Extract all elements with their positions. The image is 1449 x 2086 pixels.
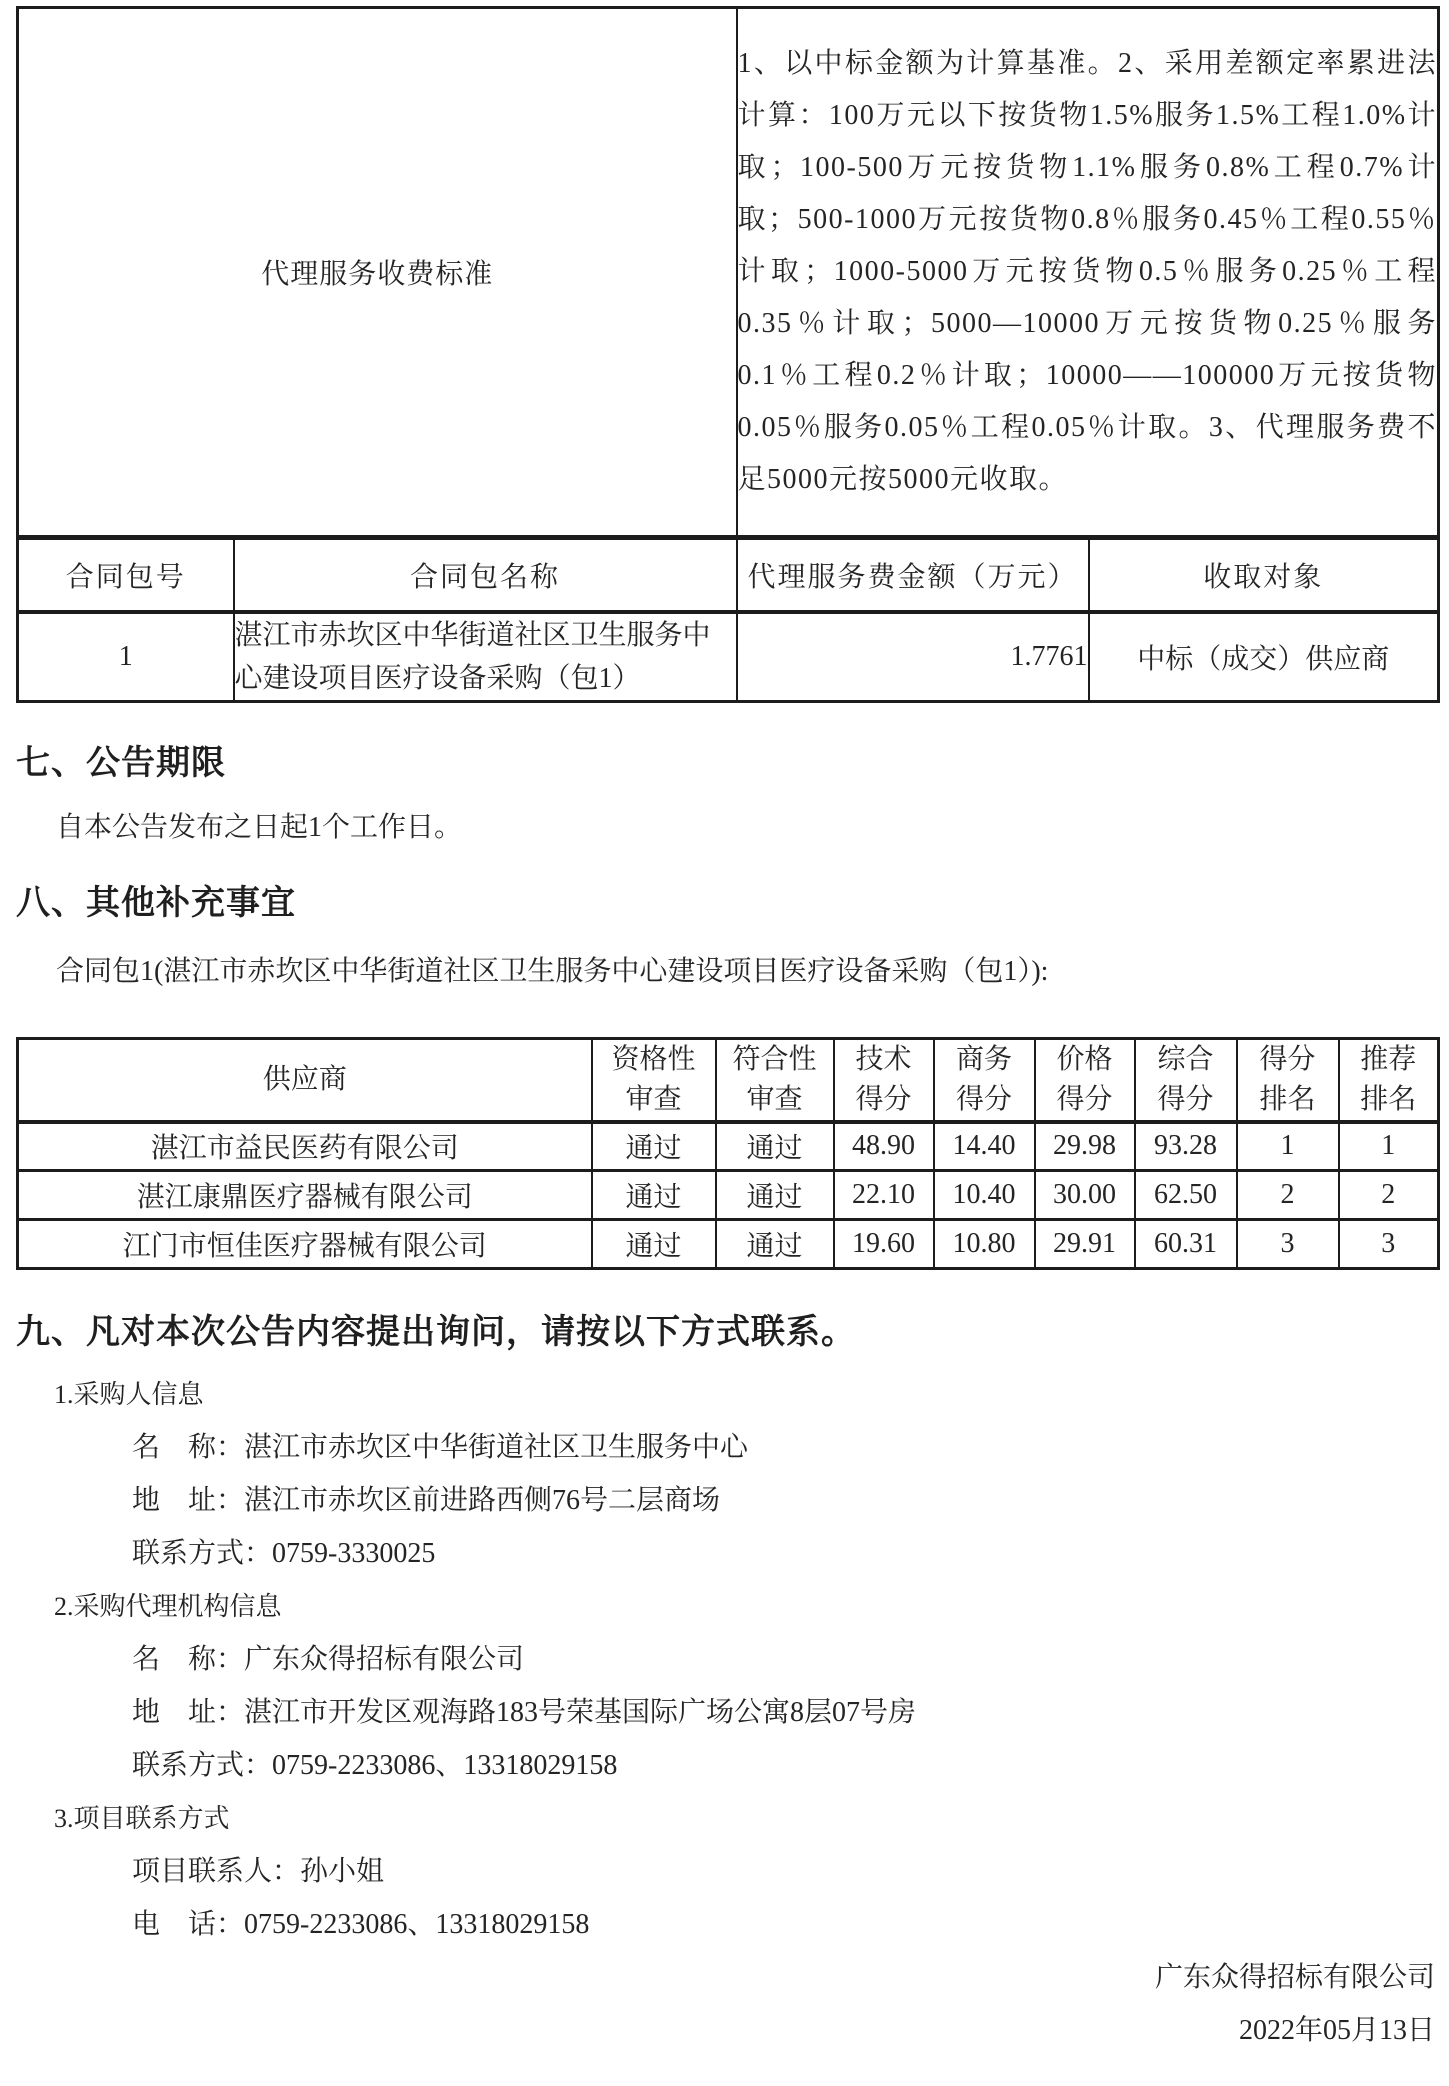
header-line: 得分 [1157, 1083, 1214, 1115]
payer-cell: 中标（成交）供应商 [1089, 612, 1439, 702]
signature-company: 广东众得招标有限公司 [1154, 1962, 1435, 1993]
package-no-cell: 1 [18, 612, 234, 702]
purchaser-info-heading: 1.采购人信息 [54, 1380, 204, 1409]
project-phone-line: 电 话：0759-2233086、13318029158 [132, 1909, 590, 1940]
supplement-intro-text: 合同包1(湛江市赤坎区中华街道社区卫生服务中心建设项目医疗设备采购（包1）): [56, 955, 1049, 987]
table-row [18, 1220, 1439, 1269]
qualification-cell: 通过 [592, 1122, 716, 1171]
package-name-header-cell: 合同包名称 [234, 538, 737, 612]
conformity-review-header-cell [716, 1038, 834, 1122]
agency-fee-table [16, 6, 1440, 703]
recommend-rank-cell: 3 [1339, 1220, 1439, 1269]
price-score-cell: 30.00 [1035, 1171, 1135, 1220]
total-score-cell: 93.28 [1135, 1122, 1237, 1171]
agency-phone-line: 联系方式：0759-2233086、13318029158 [132, 1750, 618, 1781]
price-score-cell: 29.91 [1035, 1220, 1135, 1269]
conformity-cell: 通过 [716, 1220, 834, 1269]
section-nine-title: 九、凡对本次公告内容提出询问，请按以下方式联系。 [16, 1314, 856, 1351]
table-row [18, 8, 1439, 538]
business-score-cell: 14.40 [934, 1122, 1035, 1171]
table-row [18, 1171, 1439, 1220]
score-rank-header-cell [1237, 1038, 1339, 1122]
qualification-cell: 通过 [592, 1171, 716, 1220]
supplier-name-cell: 湛江康鼎医疗器械有限公司 [18, 1171, 592, 1220]
price-score-header-cell [1035, 1038, 1135, 1122]
header-line: 得分 [1056, 1083, 1113, 1115]
package-name-cell: 湛江市赤坎区中华街道社区卫生服务中心建设项目医疗设备采购（包1） [234, 612, 737, 702]
supplier-name-cell: 江门市恒佳医疗器械有限公司 [18, 1220, 592, 1269]
payer-header-cell: 收取对象 [1089, 538, 1439, 612]
project-contact-person-line: 项目联系人：孙小姐 [132, 1856, 385, 1887]
header-line: 资格性 [611, 1043, 696, 1075]
tech-score-cell: 19.60 [834, 1220, 934, 1269]
project-contact-heading: 3.项目联系方式 [54, 1804, 230, 1833]
fee-amount-cell: 1.7761 [737, 612, 1089, 702]
table-row [18, 1122, 1439, 1171]
qualification-cell: 通过 [592, 1220, 716, 1269]
table-row [18, 612, 1439, 702]
header-line: 审查 [625, 1083, 682, 1115]
recommend-rank-cell: 1 [1339, 1122, 1439, 1171]
score-rank-cell: 1 [1237, 1122, 1339, 1171]
score-rank-cell: 2 [1237, 1171, 1339, 1220]
agency-address-line: 地 址：湛江市开发区观海路183号荣基国际广场公寓8层07号房 [132, 1697, 917, 1728]
table-header-row [18, 1038, 1439, 1122]
purchaser-address-line: 地 址：湛江市赤坎区前进路西侧76号二层商场 [132, 1485, 721, 1516]
table-row [18, 538, 1439, 612]
conformity-cell: 通过 [716, 1171, 834, 1220]
total-score-header-cell [1135, 1038, 1237, 1122]
supplier-header-cell: 供应商 [18, 1038, 592, 1122]
agency-name-line: 名 称：广东众得招标有限公司 [132, 1644, 525, 1675]
purchaser-name-line: 名 称：湛江市赤坎区中华街道社区卫生服务中心 [132, 1432, 749, 1463]
header-line: 排名 [1360, 1083, 1417, 1115]
purchaser-phone-line: 联系方式：0759-3330025 [132, 1538, 436, 1569]
header-line: 价格 [1056, 1043, 1113, 1075]
recommend-rank-cell: 2 [1339, 1171, 1439, 1220]
notice-period-text: 自本公告发布之日起1个工作日。 [56, 811, 463, 843]
fee-standard-text-cell [737, 8, 1439, 538]
tech-score-cell: 48.90 [834, 1122, 934, 1171]
header-line: 得分 [855, 1083, 912, 1115]
agency-info-heading: 2.采购代理机构信息 [54, 1592, 282, 1621]
conformity-cell: 通过 [716, 1122, 834, 1171]
section-eight-title: 八、其他补充事宜 [16, 884, 296, 922]
fee-amount-header-cell: 代理服务费金额（万元） [737, 538, 1089, 612]
business-score-cell: 10.80 [934, 1220, 1035, 1269]
header-line: 综合 [1157, 1043, 1214, 1075]
header-line: 技术 [855, 1043, 912, 1075]
tech-score-cell: 22.10 [834, 1171, 934, 1220]
header-line: 排名 [1259, 1083, 1316, 1115]
header-line: 符合性 [732, 1043, 817, 1075]
business-score-cell: 10.40 [934, 1171, 1035, 1220]
total-score-cell: 60.31 [1135, 1220, 1237, 1269]
recommend-rank-header-cell [1339, 1038, 1439, 1122]
price-score-cell: 29.98 [1035, 1122, 1135, 1171]
score-rank-cell: 3 [1237, 1220, 1339, 1269]
header-line: 得分 [955, 1083, 1012, 1115]
tech-score-header-cell [834, 1038, 934, 1122]
header-line: 推荐 [1360, 1043, 1417, 1075]
section-seven-title: 七、公告期限 [16, 744, 226, 782]
business-score-header-cell [934, 1038, 1035, 1122]
supplier-name-cell: 湛江市益民医药有限公司 [18, 1122, 592, 1171]
header-line: 商务 [955, 1043, 1012, 1075]
package-no-header-cell: 合同包号 [18, 538, 234, 612]
supplier-score-table [16, 1037, 1440, 1271]
qualification-review-header-cell [592, 1038, 716, 1122]
signature-date: 2022年05月13日 [1238, 2015, 1435, 2046]
fee-standard-label: 代理服务收费标准 [261, 259, 494, 290]
total-score-cell: 62.50 [1135, 1171, 1237, 1220]
fee-standard-text: 1、以中标金额为计算基准。2、采用差额定率累进法计算：100万元以下按货物1.5%服务1.5%工程1.0%计取；100-500万元按货物1.1%服务0.8%工程0.7%计取；500-1000万元按货物0.8％服务0.45％工程0.55％计取；1000-5000万元按货物0.5％服务0.25％工程0.35％计取；5000—10000万元按货物0.25％服务0.1％工程0.2％计取；10000——100000万元按货物0.05％服务0.05％工程0.05％计取。3、代理服务费不足5000元按5000元收取。 [737, 48, 1438, 495]
contact-info-block [16, 1368, 1437, 2057]
header-line: 审查 [746, 1083, 803, 1115]
fee-standard-label-cell [18, 8, 737, 538]
header-line: 得分 [1259, 1043, 1316, 1075]
